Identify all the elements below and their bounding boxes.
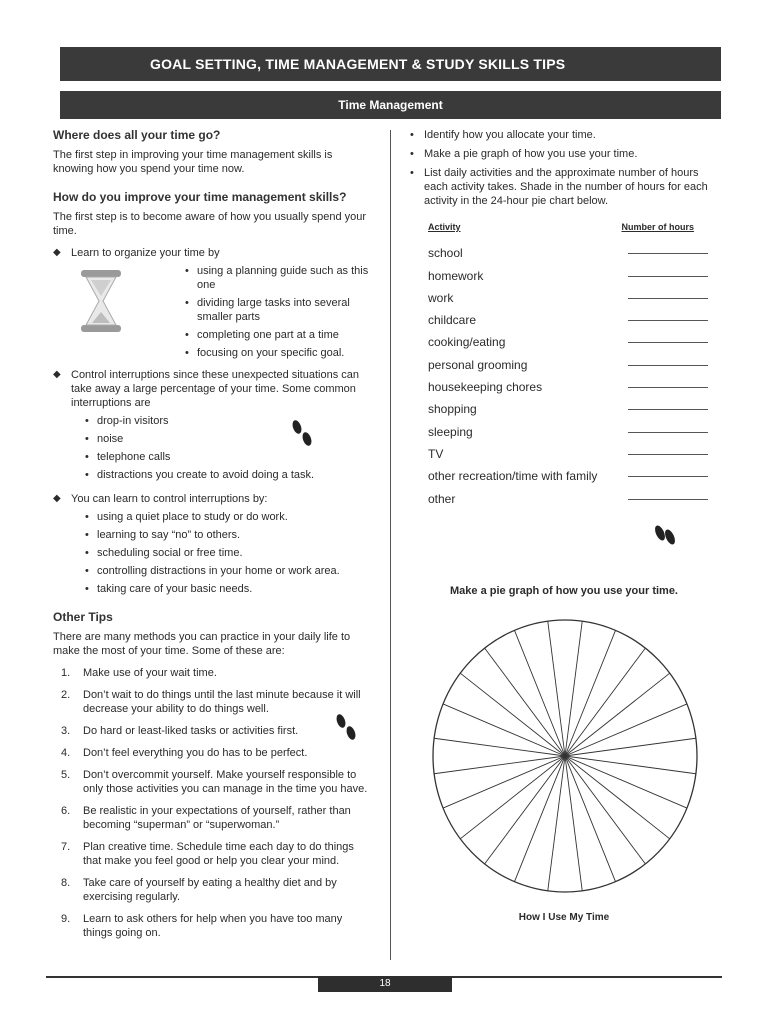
activity-label: personal grooming (428, 357, 528, 372)
awareness-paragraph: The first step is to become aware of how you usually spend your time. (53, 211, 367, 237)
list-item: • dividing large tasks into several smaller parts (185, 296, 371, 324)
activity-table (428, 222, 708, 506)
list-item: • telephone calls (85, 450, 371, 464)
control-section (53, 492, 371, 506)
tip-number: 3. (61, 725, 71, 737)
pie-title: Make a pie graph of how you use your time. (450, 585, 678, 597)
tip-text: Don’t wait to do things until the last minute because it will decrease your ability to do things well. (83, 689, 361, 715)
activity-row (428, 394, 708, 416)
tip-text: Plan creative time. Schedule time each day to do things that make you feel good or help you clear your mind. (83, 841, 354, 867)
activity-label: cooking/eating (428, 335, 506, 350)
list-item: • completing one part at a time (185, 328, 371, 342)
activity-row (428, 238, 708, 260)
diamond-bullet-icon: ◆ (53, 247, 61, 258)
list-item: • List daily activities and the approximate number of hours each activity takes. Shade in the number of hours for each activity in the 24-hour pie chart below. (404, 166, 724, 208)
hours-blank-line[interactable] (628, 320, 708, 321)
tip-item (53, 724, 371, 738)
activity-row (428, 372, 708, 394)
tip-text: Don’t overcommit yourself. Make yourself responsible to only those activities you can manage in the time you have. (83, 769, 368, 795)
other-tips-paragraph: There are many methods you can practice in your daily life to make the most of your time. Some of these are: (53, 631, 351, 657)
hours-blank-line[interactable] (628, 387, 708, 388)
page-number: 18 (318, 976, 452, 992)
activity-label: other (428, 491, 456, 506)
activity-label: TV (428, 446, 444, 461)
column-divider (390, 130, 391, 960)
activity-row (428, 260, 708, 282)
activity-row (428, 349, 708, 371)
control-list (85, 510, 371, 596)
tip-item (53, 666, 371, 680)
tip-number: 8. (61, 877, 71, 889)
activity-row (428, 483, 708, 505)
activity-label: childcare (428, 313, 477, 328)
activity-label: work (428, 290, 454, 305)
hourglass-icon (79, 268, 123, 334)
hours-blank-line[interactable] (628, 476, 708, 477)
list-item: • using a planning guide such as this one (185, 264, 371, 292)
hours-blank-line[interactable] (628, 432, 708, 433)
footprints-icon (290, 418, 314, 450)
pie-chart (430, 617, 700, 895)
tip-item (53, 746, 371, 760)
footprints-icon (334, 712, 358, 744)
hours-blank-line[interactable] (628, 276, 708, 277)
tip-item (53, 912, 371, 940)
activity-table-header (428, 222, 708, 232)
activity-rows (428, 238, 708, 506)
hours-blank-line[interactable] (628, 499, 708, 500)
diamond-bullet-icon: ◆ (53, 369, 61, 380)
tip-number: 9. (61, 913, 71, 925)
hours-blank-line[interactable] (628, 409, 708, 410)
hours-blank-line[interactable] (628, 454, 708, 455)
activity-label: shopping (428, 402, 477, 417)
activity-row (428, 439, 708, 461)
tip-number: 6. (61, 805, 71, 817)
list-item: • learning to say “no” to others. (85, 528, 371, 542)
tip-number: 4. (61, 747, 71, 759)
heading-improve-skills: How do you improve your time management skills? (53, 190, 347, 204)
tip-text: Be realistic in your expectations of yourself, rather than becoming “superman” or “superwoman.” (83, 805, 351, 831)
left-column (53, 128, 371, 948)
activity-row (428, 461, 708, 483)
tip-text: Learn to ask others for help when you have too many things going on. (83, 913, 343, 939)
diamond-bullet-icon: ◆ (53, 493, 61, 504)
list-item: • distractions you create to avoid doing a task. (85, 468, 371, 482)
section-title: Time Management (338, 98, 443, 112)
tip-text: Make use of your wait time. (83, 667, 217, 679)
activity-label: sleeping (428, 424, 473, 439)
activity-label: school (428, 246, 463, 261)
tips-list (53, 666, 371, 940)
pie-segment-divider (443, 756, 565, 808)
interruptions-list (85, 414, 371, 482)
tip-number: 5. (61, 769, 71, 781)
tip-text: Do hard or least-liked tasks or activities first. (83, 725, 299, 737)
hours-blank-line[interactable] (628, 253, 708, 254)
activity-row (428, 283, 708, 305)
pie-segment-divider (565, 756, 687, 808)
interruptions-lead: Control interruptions since these unexpected situations can take away a large percentage of your time. Some common interruptions are (71, 369, 360, 409)
tip-number: 1. (61, 667, 71, 679)
tip-item (53, 876, 371, 904)
pie-segment-divider (443, 704, 565, 756)
activity-label: other recreation/time with family (428, 469, 598, 484)
page-title-banner (60, 47, 721, 81)
activity-label: homework (428, 268, 484, 283)
pie-caption: How I Use My Time (518, 912, 610, 923)
activity-row (428, 305, 708, 327)
intro-paragraph: The first step in improving your time management skills is knowing how you spend your time now. (53, 149, 333, 175)
instructions-list (404, 128, 724, 208)
organize-lead: Learn to organize your time by (71, 247, 220, 259)
list-item: • taking care of your basic needs. (85, 582, 371, 596)
hours-column-header: Number of hours (621, 222, 694, 232)
tip-number: 7. (61, 841, 71, 853)
tip-item (53, 840, 371, 868)
list-item: • Make a pie graph of how you use your time. (404, 147, 724, 161)
hours-blank-line[interactable] (628, 365, 708, 366)
tip-number: 2. (61, 689, 71, 701)
list-item: • using a quiet place to study or do work. (85, 510, 371, 524)
hours-blank-line[interactable] (628, 342, 708, 343)
section-banner (60, 91, 721, 119)
activity-row (428, 327, 708, 349)
list-item: • controlling distractions in your home or work area. (85, 564, 371, 578)
list-item: • Identify how you allocate your time. (404, 128, 724, 142)
tip-item (53, 804, 371, 832)
organize-section (53, 246, 371, 260)
heading-where-time-goes: Where does all your time go? (53, 128, 221, 142)
tip-text: Don’t feel everything you do has to be perfect. (83, 747, 308, 759)
list-item: • scheduling social or free time. (85, 546, 371, 560)
heading-other-tips: Other Tips (53, 610, 113, 624)
footprints-icon (652, 522, 678, 550)
tip-item (53, 768, 371, 796)
list-item: • focusing on your specific goal. (185, 346, 371, 360)
control-lead: You can learn to control interruptions by: (71, 493, 268, 505)
pie-segment-divider (565, 704, 687, 756)
list-item: • noise (85, 432, 371, 446)
activity-column-header: Activity (428, 222, 461, 232)
tip-item (53, 688, 371, 716)
activity-row (428, 416, 708, 438)
hours-blank-line[interactable] (628, 298, 708, 299)
tip-text: Take care of yourself by eating a healthy diet and by exercising regularly. (83, 877, 337, 903)
list-item: • drop-in visitors (85, 414, 371, 428)
organize-list-block (53, 264, 371, 360)
interruptions-section (53, 368, 371, 410)
organize-list (185, 264, 371, 360)
page-title: GOAL SETTING, TIME MANAGEMENT & STUDY SKILLS TIPS (150, 56, 566, 72)
right-column (404, 128, 724, 213)
activity-label: housekeeping chores (428, 380, 543, 395)
